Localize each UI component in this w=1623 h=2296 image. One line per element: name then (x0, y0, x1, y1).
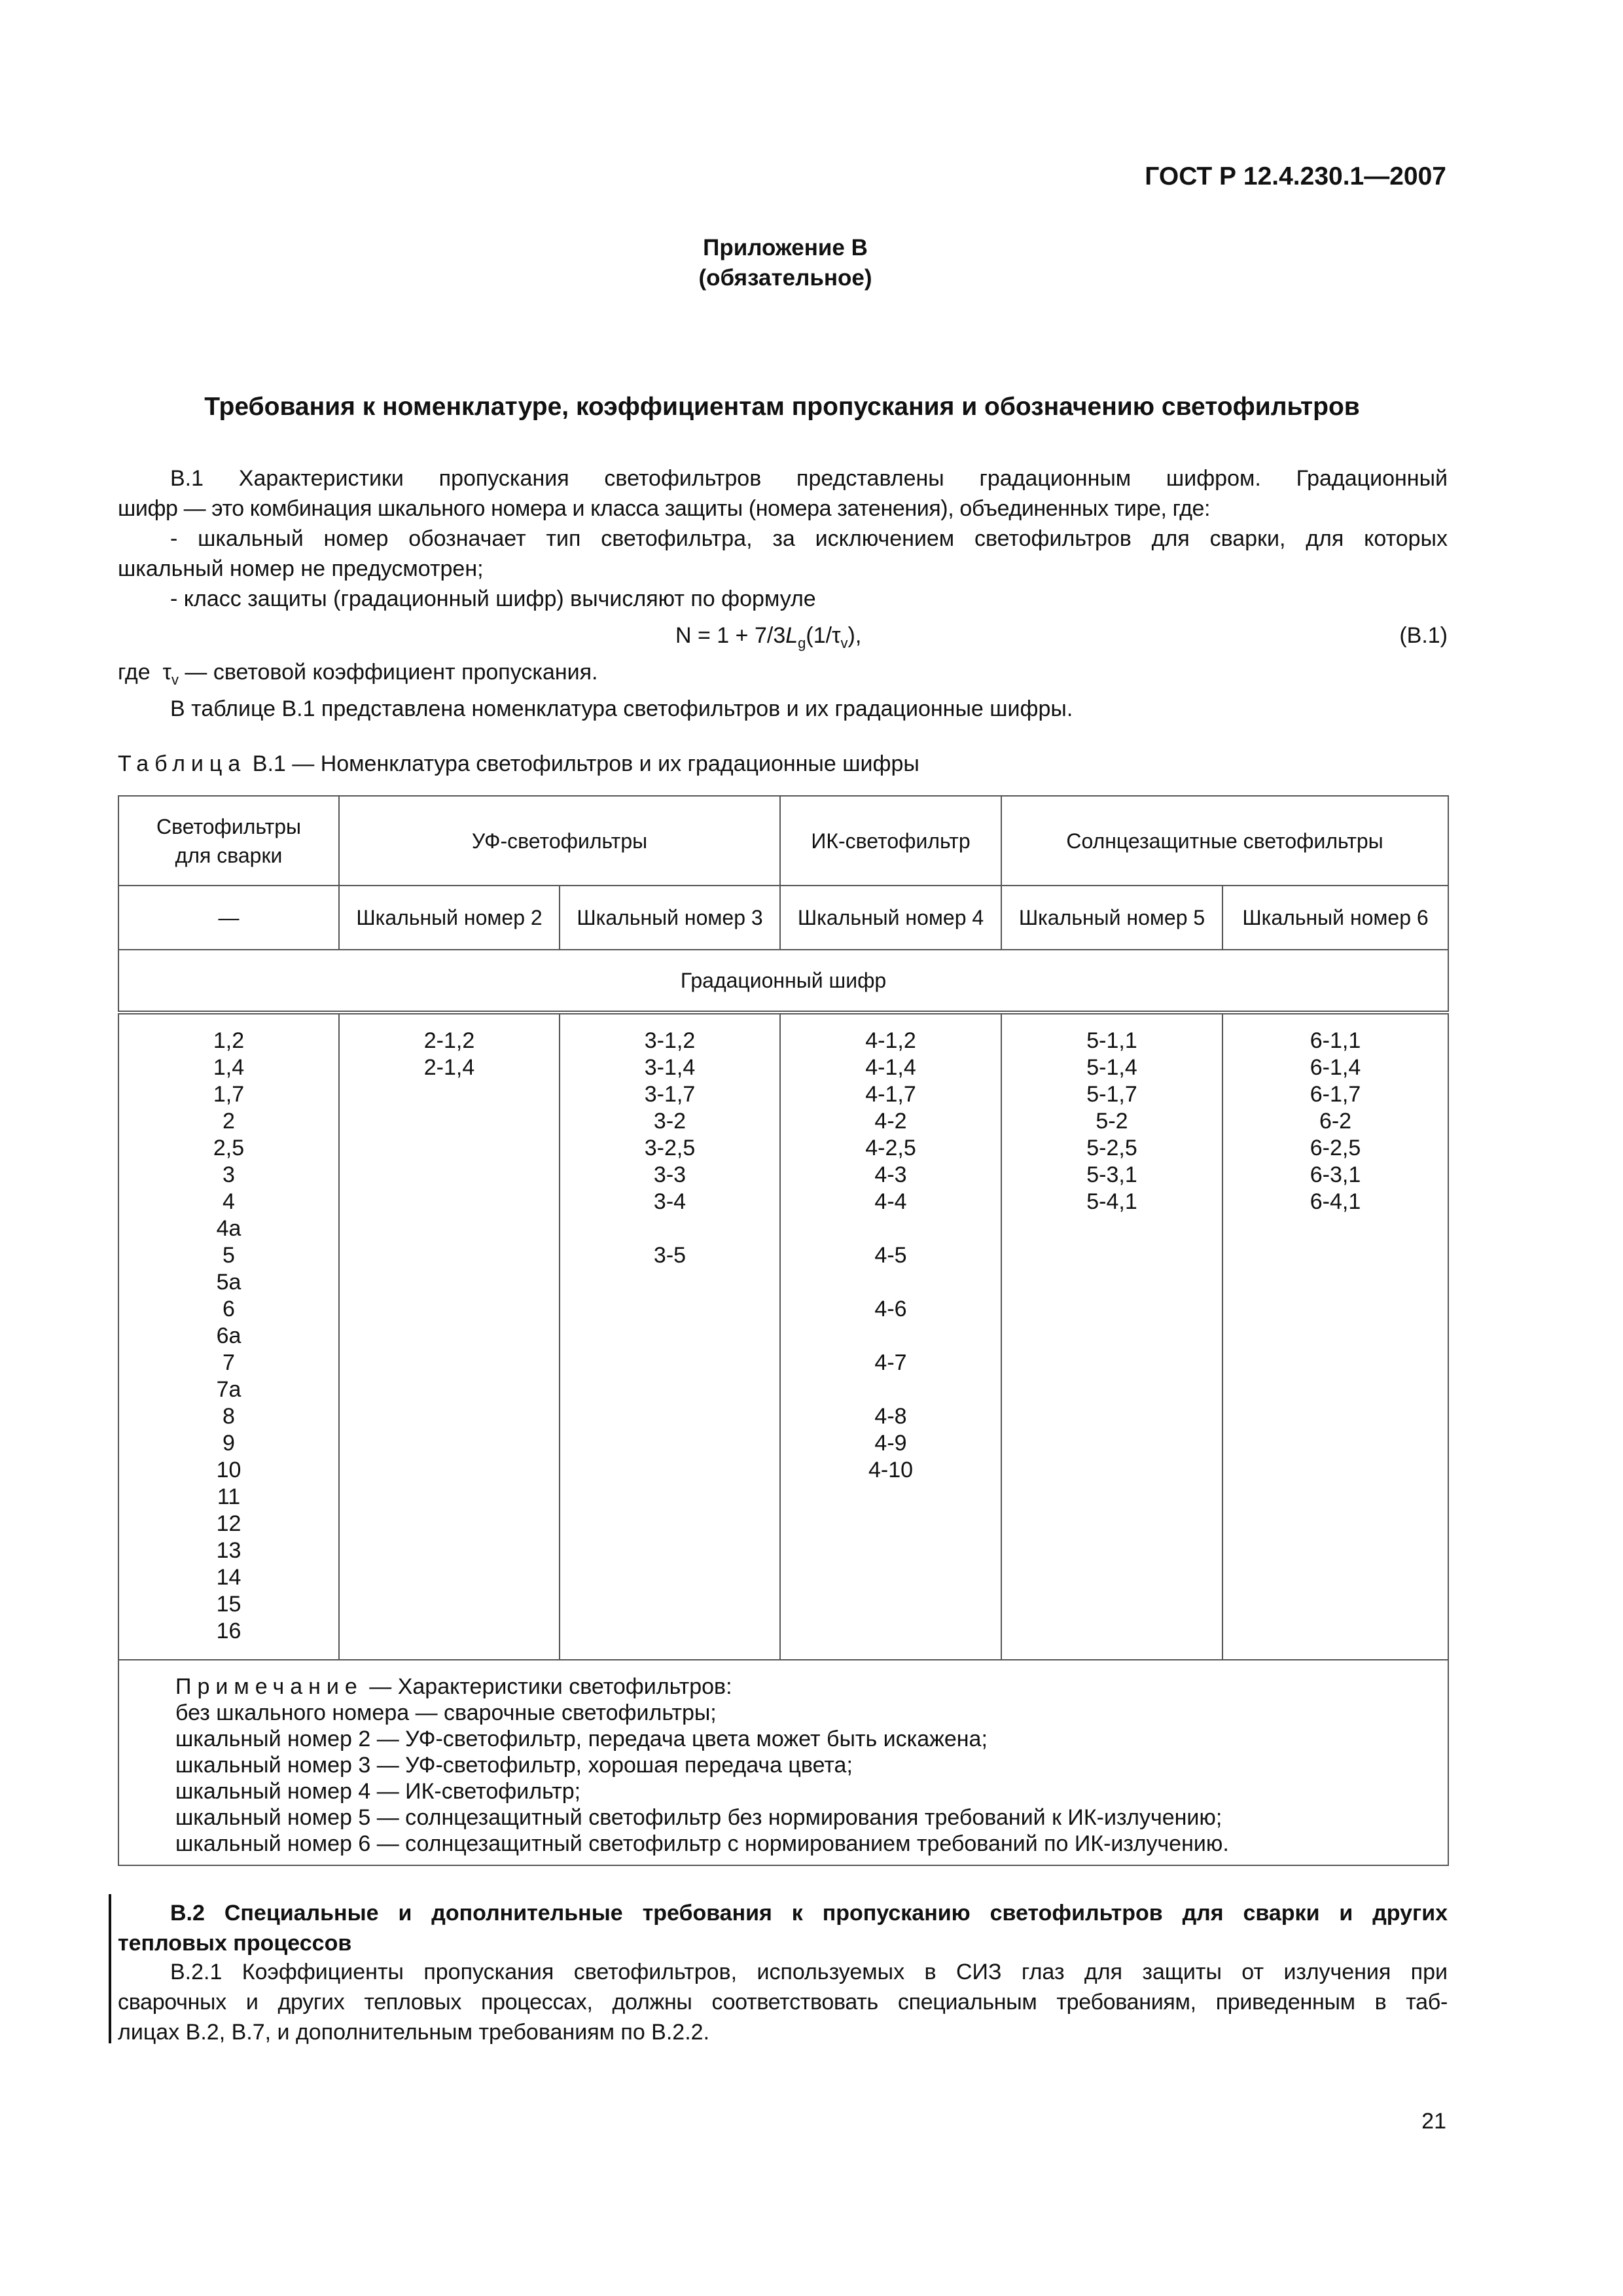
code-value: 14 (216, 1565, 241, 1590)
code-value: 8 (223, 1404, 235, 1429)
code-value: 3-2,5 (644, 1136, 696, 1160)
code-value: 6-2,5 (1310, 1136, 1361, 1160)
data-column (560, 1013, 780, 1660)
note-line: шкальный номер 6 — солнцезащитный светофильтр с нормированием требований по ИК-излучению. (175, 1831, 1229, 1856)
code-value: 7а (216, 1377, 241, 1402)
note-title: — Характеристики светофильтров: (369, 1674, 732, 1699)
code-value: 5-2,5 (1086, 1136, 1137, 1160)
code-value: 4-2 (874, 1109, 907, 1134)
code-value: 5-1,4 (1086, 1055, 1137, 1080)
code-value: 5-1,1 (1086, 1028, 1137, 1053)
code-value: 6-1,1 (1310, 1028, 1361, 1053)
code-value: 1,2 (213, 1028, 245, 1053)
note-line: шкальный номер 3 — УФ-светофильтр, хорошая передача цвета; (175, 1753, 853, 1778)
header-sun: Солнцезащитные светофильтры (1001, 796, 1448, 886)
data-column (118, 1013, 339, 1660)
code-value: 3-5 (653, 1243, 687, 1268)
code-value: 5-2 (1096, 1109, 1128, 1134)
code-value: 4 (223, 1189, 235, 1214)
scale-cell: Шкальный номер 3 (560, 886, 780, 950)
table-note-row (118, 1660, 1448, 1865)
code-value: 13 (216, 1538, 241, 1563)
note-line: без шкального номера — сварочные светофильтры; (175, 1700, 717, 1725)
blank-line (781, 1323, 1001, 1350)
table-note (118, 1660, 1448, 1865)
table-caption (118, 751, 919, 777)
formula-row (118, 623, 1448, 653)
code-value: 4-1,4 (865, 1055, 916, 1080)
code-value: 3-4 (653, 1189, 687, 1214)
code-value: 3 (223, 1162, 235, 1187)
annex-status: (обязательное) (698, 265, 872, 291)
heading-line: В.2 Специальные и дополнительные требования к пропусканию светофильтров для сварки и других (170, 1901, 1448, 1926)
table-data-row (118, 1013, 1448, 1660)
section-title: Требования к номенклатуре, коэффициентам пропускания и обозначению светофильтров (204, 393, 1360, 421)
data-column (339, 1013, 560, 1660)
code-value: 4-7 (874, 1350, 907, 1375)
code-value: 16 (216, 1619, 241, 1643)
code-value: 1,4 (213, 1055, 245, 1080)
blank-line (560, 1215, 779, 1242)
code-value: 3-1,2 (644, 1028, 696, 1053)
paragraph-line: лицах В.2, В.7, и дополнительным требованиям по В.2.2. (118, 2020, 710, 2045)
code-value: 4-1,2 (865, 1028, 916, 1053)
scale-cell: Шкальный номер 6 (1222, 886, 1448, 950)
code-value: 6-4,1 (1310, 1189, 1361, 1214)
code-value: 2,5 (213, 1136, 245, 1160)
scale-cell: — (118, 886, 339, 950)
table-code-header-row (118, 950, 1448, 1013)
code-value: 6а (216, 1323, 241, 1348)
code-value: 3-3 (653, 1162, 687, 1187)
code-value: 4-1,7 (865, 1082, 916, 1107)
code-value: 6-1,7 (1310, 1082, 1361, 1107)
code-value: 3-1,7 (644, 1082, 696, 1107)
code-value: 3-1,4 (644, 1055, 696, 1080)
paragraph-b1 (118, 463, 1448, 614)
paragraph-line: шкальный номер не предусмотрен; (118, 556, 484, 581)
note-label: Примечание (175, 1674, 363, 1699)
code-value: 11 (217, 1484, 241, 1509)
code-value: 4-8 (874, 1404, 907, 1429)
blank-line (781, 1376, 1001, 1403)
code-value: 3-2 (653, 1109, 687, 1134)
code-value: 5-4,1 (1086, 1189, 1137, 1214)
paragraph-line: - шкальный номер обозначает тип светофильтра, за исключением светофильтров для сварки, для которых (170, 526, 1448, 551)
paragraph-line: В.1 Характеристики пропускания светофильтров представлены градационным шифром. Градационный (170, 466, 1448, 491)
code-value: 6-3,1 (1310, 1162, 1361, 1187)
code-value: 1,7 (213, 1082, 245, 1107)
table-caption-text: В.1 — Номенклатура светофильтров и их градационные шифры (252, 751, 919, 776)
page-number: 21 (1421, 2109, 1446, 2134)
data-column (1001, 1013, 1222, 1660)
code-value: 4-5 (874, 1243, 907, 1268)
code-value: 2 (223, 1109, 235, 1134)
code-value: 9 (223, 1431, 235, 1456)
header-uv: УФ-светофильтры (339, 796, 780, 886)
code-value: 15 (216, 1592, 241, 1617)
annex-title: Приложение В (703, 235, 868, 260)
note-line: шкальный номер 2 — УФ-светофильтр, передача цвета может быть искажена; (175, 1727, 988, 1751)
code-value: 2-1,4 (423, 1055, 475, 1080)
code-value: 5-3,1 (1086, 1162, 1137, 1187)
table-scale-row (118, 886, 1448, 950)
paragraph-line: шифр — это комбинация шкального номера и класса защиты (номера затенения), объединенных тире, где: (118, 496, 1211, 521)
code-value: 4-9 (874, 1431, 907, 1456)
paragraph-line: - класс защиты (градационный шифр) вычисляют по формуле (170, 586, 816, 611)
code-value: 4а (216, 1216, 241, 1241)
code-value: 4-3 (874, 1162, 907, 1187)
code-value: 6-1,4 (1310, 1055, 1361, 1080)
code-header: Градационный шифр (118, 950, 1448, 1013)
code-value: 4-4 (874, 1189, 907, 1214)
code-value: 4-6 (874, 1297, 907, 1321)
scale-cell: Шкальный номер 4 (780, 886, 1001, 950)
heading-line: тепловых процессов (118, 1931, 352, 1956)
nomenclature-table (118, 795, 1449, 1866)
paragraph-line: В.2.1 Коэффициенты пропускания светофильтров, используемых в СИЗ глаз для защиты от излучения при (170, 1960, 1448, 1984)
code-value: 4-2,5 (865, 1136, 916, 1160)
revision-bar (109, 1894, 111, 2043)
paragraph-b21 (118, 1957, 1448, 2047)
code-value: 5 (223, 1243, 235, 1268)
note-line: шкальный номер 5 — солнцезащитный светофильтр без нормирования требований к ИК-излучению; (175, 1805, 1222, 1830)
scale-cell: Шкальный номер 2 (339, 886, 560, 950)
header-ir: ИК-светофильтр (780, 796, 1001, 886)
scale-cell: Шкальный номер 5 (1001, 886, 1222, 950)
code-value: 2-1,2 (423, 1028, 475, 1053)
annex-heading (458, 233, 1113, 293)
blank-line (781, 1215, 1001, 1242)
data-column (780, 1013, 1001, 1660)
table-intro: В таблице В.1 представлена номенклатура светофильтров и их градационные шифры. (170, 696, 1073, 721)
code-value: 5а (216, 1270, 241, 1295)
code-value: 5-1,7 (1086, 1082, 1137, 1107)
formula-explanation: где $\tau_v$ — световой коэффициент пропускания. (118, 660, 598, 688)
document-id: ГОСТ Р 12.4.230.1—2007 (1145, 162, 1446, 190)
code-value: 12 (216, 1511, 241, 1536)
code-value: 7 (223, 1350, 235, 1375)
code-value: 4-10 (868, 1458, 914, 1482)
code-value: 10 (216, 1458, 241, 1482)
table-header-row (118, 796, 1448, 886)
formula-number: (В.1) (1399, 623, 1448, 648)
note-line: шкальный номер 4 — ИК-светофильтр; (175, 1779, 581, 1804)
blank-line (781, 1269, 1001, 1296)
paragraph-line: сварочных и других тепловых процессах, должны соответствовать специальным требованиям, приведенным в таб- (118, 1990, 1448, 2015)
table-caption-label: Таблица (118, 751, 247, 776)
section-b2-heading (118, 1898, 1448, 1958)
code-value: 6-2 (1319, 1109, 1352, 1134)
formula: $N = 1 + 7/3L_g(1/\tau_v)$, (675, 623, 862, 651)
header-welding: Светофильтры для сварки (118, 796, 339, 886)
code-value: 6 (223, 1297, 235, 1321)
data-column (1222, 1013, 1448, 1660)
